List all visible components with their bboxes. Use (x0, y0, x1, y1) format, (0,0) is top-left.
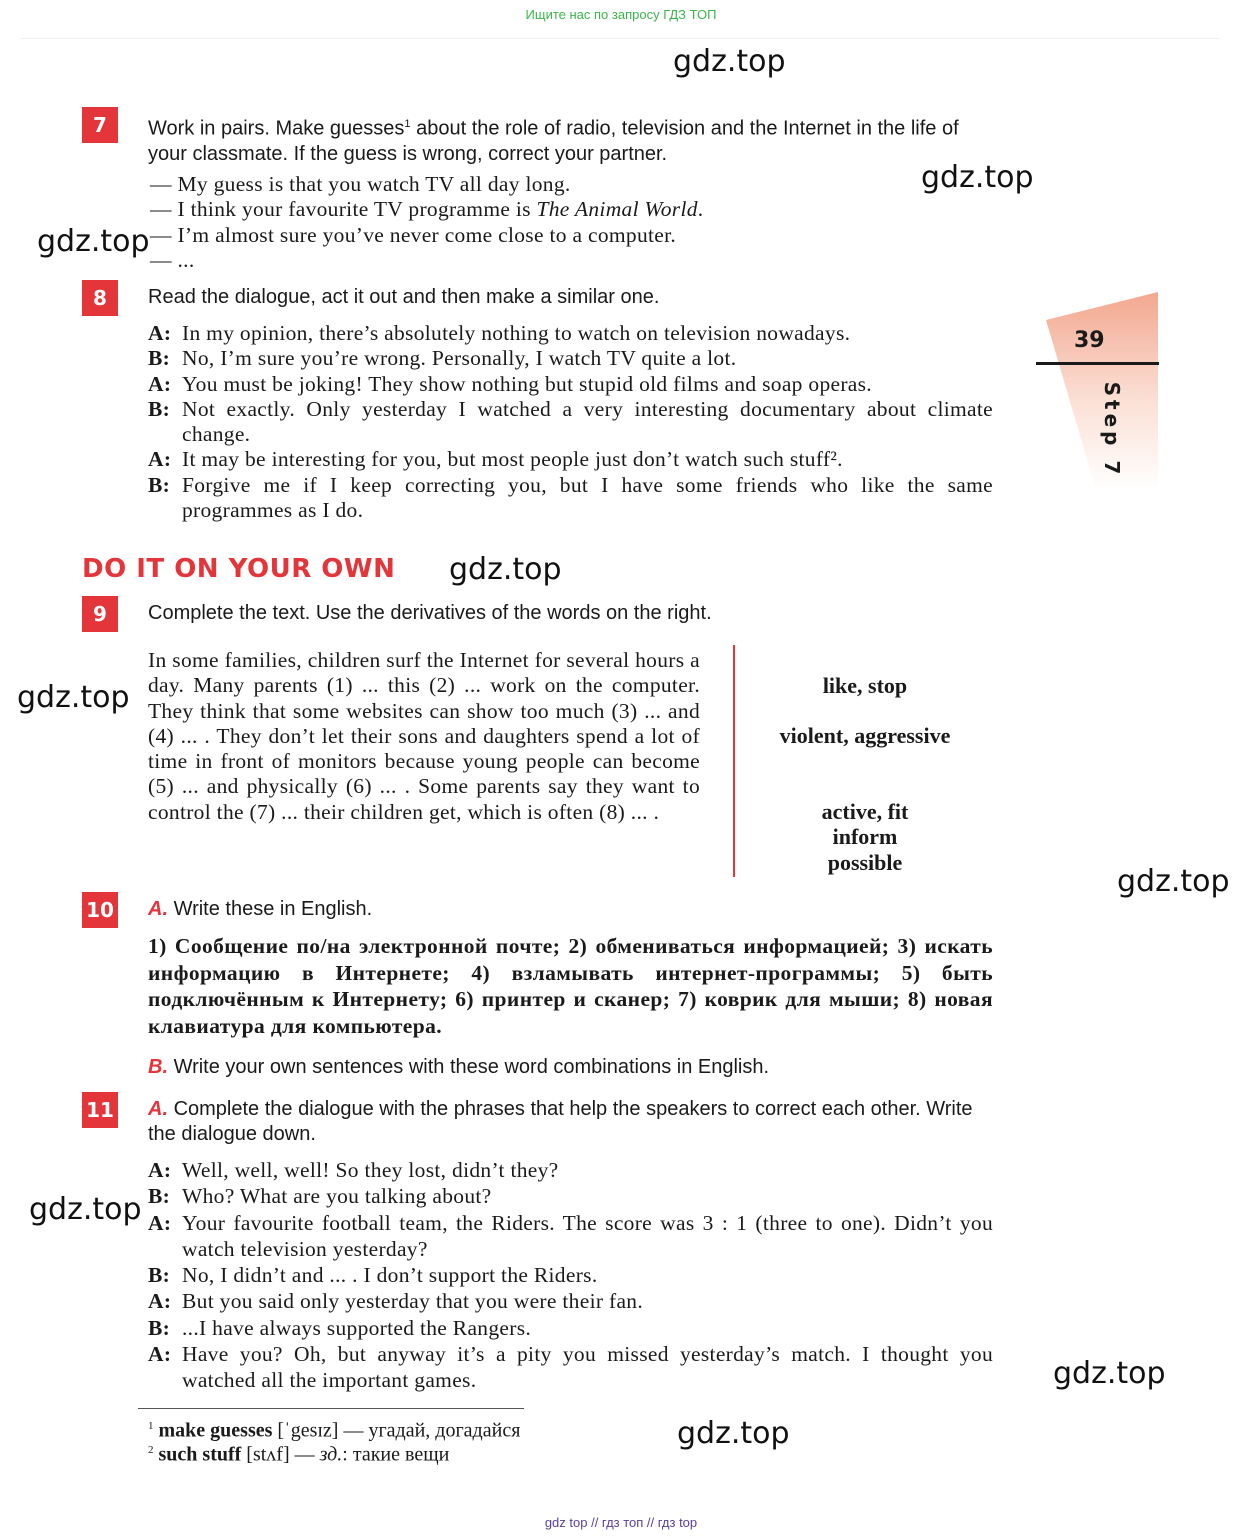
footnote-divider (138, 1408, 524, 1409)
part-label: B. (148, 1056, 168, 1078)
exercise-instruction (148, 1097, 998, 1147)
instruction-text: about the role of radio, television and the Internet in the life of your classmate. If the guess is wrong, correct your partner. (148, 117, 959, 165)
speaker: A: (148, 1289, 172, 1314)
dialogue-text: Well, well, well! So they lost, didn’t they? (182, 1158, 559, 1182)
word-hint: inform (832, 824, 898, 849)
instruction-text: Write these in English. (173, 898, 373, 920)
russian-phrases: 1) Сообщение по/на электронной почте; 2) обмениваться информацией; 3) искать информацию в Интернете; 4) взламывать интернет-программы; 5) быть подключённым к Интернету; 6) принтер и сканер; 7) коврик для мыши; 8) новая клавиатура для компьютера. (148, 934, 993, 1038)
gap-fill-text: In some families, children surf the Internet for several hours a day. Many parents (1) ... this (2) ... work on the computer. They think that some websites can show too much (3) ... and (4) ... . They don’t let their sons and daughters spend a lot of time in front of monitors because young people can become (5) ... and physically (6) ... . Some parents say they want to control the (7) ... their children get, which is often (8) ... . (148, 648, 700, 824)
example-line (150, 197, 910, 222)
speaker: A: (148, 321, 172, 345)
exercise-number: 8 (82, 280, 118, 316)
instruction-text: Write your own sentences with these word combinations in English. (173, 1056, 770, 1078)
watermark: gdz.top (1053, 1356, 1166, 1391)
section-title: DO IT ON YOUR OWN (82, 554, 396, 584)
top-banner[interactable]: Ищите нас по запросу ГДЗ ТОП (525, 7, 717, 22)
watermark: gdz.top (17, 680, 130, 715)
speaker: A: (148, 1210, 172, 1235)
speaker: A: (148, 371, 172, 396)
dialogue-line (148, 346, 993, 371)
dialogue-text: Have you? Oh, but anyway it’s a pity you missed yesterday’s match. I thought you watched all the important games. (182, 1342, 993, 1393)
instruction-text: Complete the dialogue with the phrases that help the speakers to correct each other. Write the dialogue down. (148, 1098, 973, 1145)
programme-title: The Animal World (536, 197, 698, 222)
watermark: gdz.top (673, 44, 786, 79)
watermark: gdz.top (677, 1416, 790, 1451)
exercise-number: 10 (82, 892, 118, 928)
dialogue-text: Forgive me if I keep correcting you, but I have some friends who like the same programmes as I do. (182, 472, 993, 523)
footnote-text: : такие вещи (342, 1443, 450, 1466)
exercise-number: 7 (82, 107, 118, 143)
page-tab-shape (1036, 290, 1162, 490)
dialogue-text: ...I have always supported the Rangers. (182, 1315, 532, 1340)
word-hint: active, fit (821, 799, 909, 824)
dialogue-line (148, 1315, 993, 1341)
watermark: gdz.top (1117, 864, 1230, 899)
speaker: A: (148, 1342, 172, 1367)
instruction-text: Work in pairs. Make guesses (148, 117, 405, 140)
word-hint: violent, aggressive (779, 723, 951, 748)
word-hint: possible (827, 850, 903, 875)
example-line: — ... (150, 247, 195, 272)
dialogue-line (148, 1341, 993, 1394)
example-list (150, 172, 910, 273)
word-hint: like, stop (822, 673, 908, 698)
example-line: — My guess is that you watch TV all day long. (150, 172, 571, 196)
footnote-text: [ˈgesɪz] — угадай, догадайся (272, 1419, 521, 1442)
dialogue-text: Your favourite football team, the Riders. The score was 3 : 1 (three to one). Didn’t you watch television yesterday? (182, 1210, 993, 1261)
dialogue-line (148, 397, 993, 448)
exercise-instruction: Read the dialogue, act it out and then make a similar one. (148, 286, 660, 308)
exercise-instruction: Complete the text. Use the derivatives of the words on the right. (148, 602, 712, 624)
footer-links[interactable]: gdz top // гдз топ // гдз top (544, 1515, 698, 1530)
dialogue (148, 1157, 993, 1394)
footnote-ref: 1 (404, 118, 411, 130)
speaker: A: (148, 1158, 172, 1182)
part-label: A. (148, 1098, 168, 1120)
dialogue-line (148, 1183, 993, 1209)
dialogue-text: But you said only yesterday that you were their fan. (182, 1289, 644, 1314)
exercise-instruction (148, 1055, 1008, 1080)
footnote-mark: 1 (148, 1420, 154, 1432)
footnote-term: make guesses (158, 1419, 273, 1442)
dialogue-line (148, 321, 993, 346)
footnote-abbr: зд. (319, 1443, 343, 1466)
dialogue (148, 321, 993, 523)
exercise-instruction (148, 112, 998, 167)
dialogue-text: No, I’m sure you’re wrong. Personally, I watch TV quite a lot. (182, 346, 737, 371)
footnote (148, 1438, 449, 1467)
page-tab (1036, 290, 1162, 490)
speaker: B: (148, 1315, 171, 1340)
dialogue-line (148, 1288, 993, 1314)
dialogue-text: No, I didn’t and ... . I don’t support the Riders. (182, 1263, 598, 1288)
step-label: Step 7 (1100, 381, 1124, 479)
dialogue-line (148, 1210, 993, 1263)
footnote-term: such stuff (158, 1443, 242, 1466)
speaker: B: (148, 346, 171, 371)
dialogue-line (148, 473, 993, 524)
example-text: — I think your favourite TV programme is (150, 197, 537, 222)
top-divider (20, 38, 1220, 39)
dialogue-line (148, 1157, 993, 1183)
watermark: gdz.top (921, 160, 1034, 195)
part-label: A. (148, 898, 168, 920)
exercise-number: 11 (82, 1092, 118, 1128)
watermark: gdz.top (29, 1192, 142, 1227)
page-number: 39 (1074, 328, 1105, 353)
dialogue-line (148, 1262, 993, 1288)
watermark: gdz.top (37, 224, 150, 259)
dialogue-text: Not exactly. Only yesterday I watched a very interesting documentary about climate change. (182, 396, 993, 447)
dialogue-text: It may be interesting for you, but most people just don’t watch such stuff². (182, 447, 843, 472)
speaker: B: (148, 1184, 171, 1209)
dialogue-line (148, 372, 993, 397)
dialogue-line (148, 447, 993, 472)
footnote-text: [stʌf] — (241, 1443, 320, 1466)
speaker: B: (148, 472, 171, 497)
example-line: — I’m almost sure you’ve never come close to a computer. (150, 222, 677, 247)
punctuation: . (697, 197, 704, 222)
speaker: A: (148, 447, 172, 472)
exercise-number: 9 (82, 596, 118, 632)
exercise-instruction (148, 897, 1008, 922)
column-divider (733, 645, 735, 877)
watermark: gdz.top (449, 552, 562, 587)
dialogue-text: Who? What are you talking about? (182, 1184, 492, 1209)
dialogue-text: In my opinion, there’s absolutely nothing to watch on television nowadays. (182, 321, 851, 345)
footnote-mark: 2 (148, 1444, 154, 1456)
dialogue-text: You must be joking! They show nothing but stupid old films and soap operas. (182, 371, 872, 396)
speaker: B: (148, 396, 171, 421)
speaker: B: (148, 1263, 171, 1288)
